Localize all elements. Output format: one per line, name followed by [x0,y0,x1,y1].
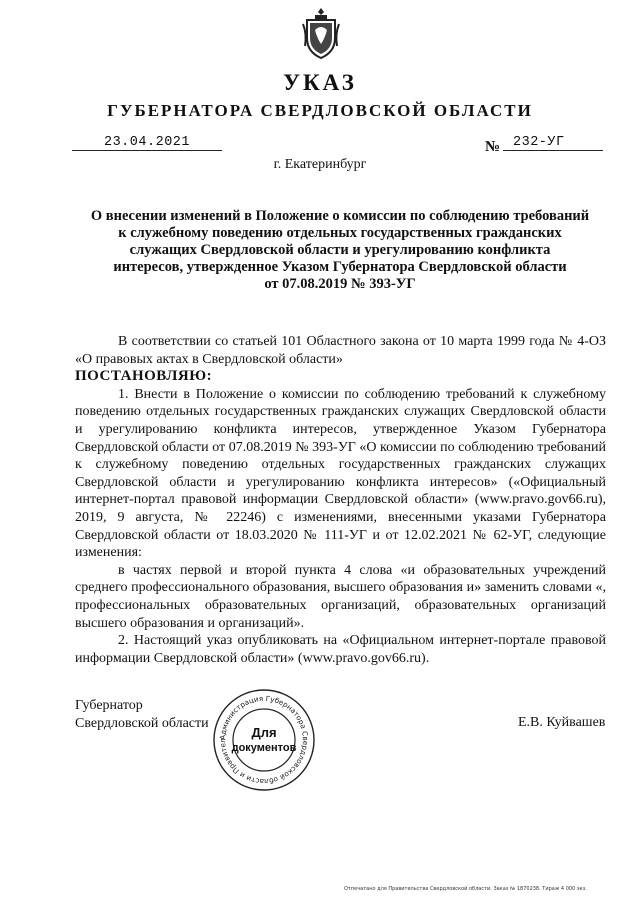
document-city: г. Екатеринбург [273,157,367,172]
document-subtitle: ГУБЕРНАТОРА СВЕРДЛОВСКОЙ ОБЛАСТИ [107,101,533,120]
signatory-name: Е.В. Куйвашев [518,715,606,730]
signatory-position-line: Губернатор [75,698,143,713]
item-2-paragraph: 2. Настоящий указ опубликовать на «Официальном интернет-портале правовой информации Свердловской области» (www.pravo.gov66.ru). [75,633,606,666]
seal-center-line: Для [251,725,277,740]
signatory-position [75,697,209,732]
document-heading [75,208,605,293]
document-date: 23.04.2021 [72,135,222,151]
document-title: УКАЗ [283,70,357,95]
coat-of-arms-icon [301,6,341,60]
print-footer: Отпечатано для Правительства Свердловской области. Заказ № 1870238. Тираж 4 000 экз. [344,886,587,892]
document-body [75,333,606,667]
seal-center-line: документов [231,742,297,754]
signatory-position-line: Свердловской области [75,715,209,731]
item-1-paragraph: 1. Внести в Положение о комиссии по соблюдению требований к служебному поведению отдельных государственных гражданских служащих Свердловской области и урегулированию конфликта интересов, утвержденное Указом Губернатора Свердловской области от 07.08.2019 № 393-УГ «О комиссии по соблюдению требований к служебному поведению отдельных государственных гражданских служащих Свердловской области и урегулированию конфликта интересов» («Официальный интернет-портал правовой информации Свердловской области» (www.pravo.gov66.ru), 2019, 9 августа, № 22246) с изменениями, внесенными указами Губернатора Свердловской области от 18.03.2020 № 111-УГ и от 12.02.2021 № 62-УГ, следующие изменения: [75,386,606,561]
item-1-change-paragraph: в частях первой и второй пункта 4 слова «и образовательных учреждений среднего профессионального образования, высшего образования и» заменить словами «, профессиональных образовательных организаций, образовательных организаций высшего образования и организаций». [75,562,606,631]
heading-line: к служебному поведению отдельных государственных гражданских [118,225,562,241]
round-seal-icon [212,688,316,792]
heading-line: О внесении изменений в Положение о комиссии по соблюдению требований [90,208,590,224]
number-sign: № [485,139,501,155]
intro-paragraph: В соответствии со статьей 101 Областного закона от 10 марта 1999 года № 4-ОЗ «О правовых актах в Свердловской области» [75,334,606,367]
heading-line: интересов, утвержденное Указом Губернатора Свердловской области [113,259,567,275]
heading-line: от 07.08.2019 № 393-УГ [264,276,416,292]
decree-word: ПОСТАНОВЛЯЮ: [75,368,213,385]
heading-line: служащих Свердловской области и урегулированию конфликта [129,242,551,258]
document-number: 232-УГ [503,135,603,151]
seal-ring-text: Администрация Губернатора Свердловской области и Правител [217,693,311,787]
